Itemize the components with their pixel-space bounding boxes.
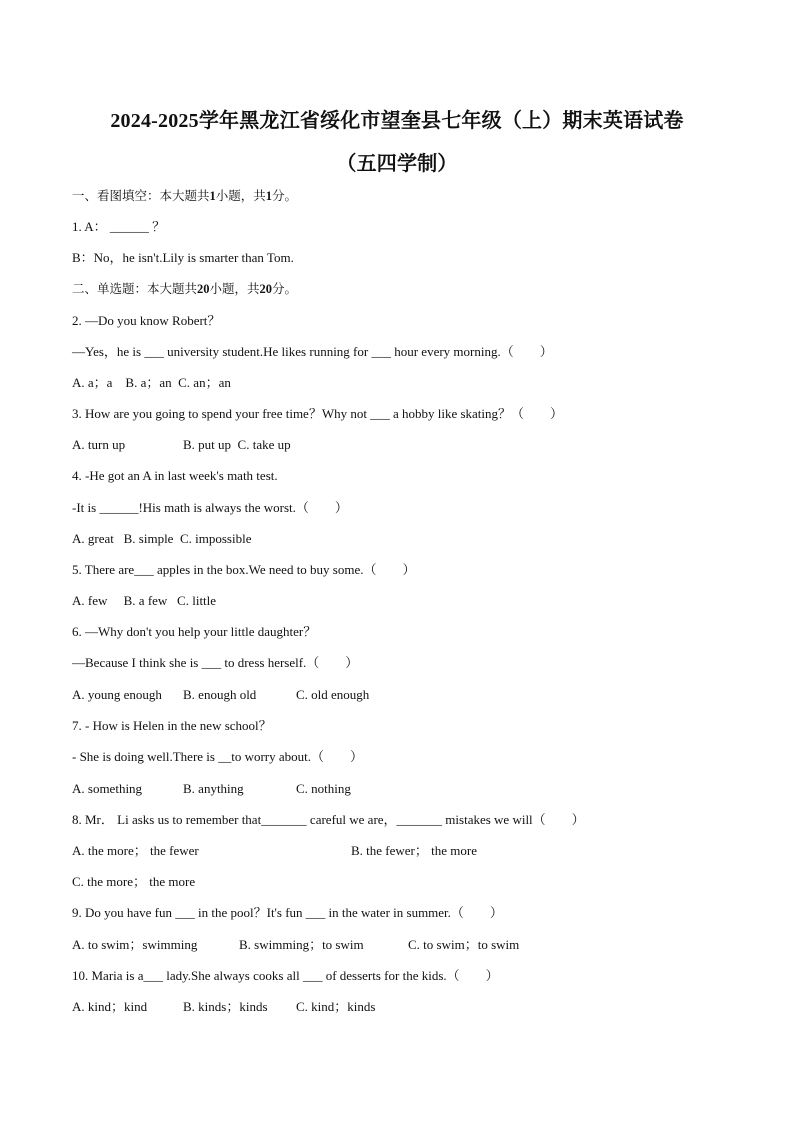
- question-10-option-b: B. kinds；kinds: [183, 999, 268, 1014]
- question-7-option-b: B. anything: [183, 781, 244, 796]
- question-6-option-b: B. enough old: [183, 687, 257, 702]
- question-6-line-b: —Because I think she is ___ to dress herself.（ ）: [72, 655, 359, 670]
- question-9: 9. Do you have fun ___ in the pool？It's fun ___ in the water in summer.（ ）: [72, 905, 503, 920]
- question-2-line-b: —Yes，he is ___ university student.He likes running for ___ hour every morning.（ ）: [72, 344, 553, 359]
- question-7-line-b: - She is doing well.There is __to worry about.（ ）: [72, 749, 364, 764]
- question-7-line-a: 7. - How is Helen in the new school？: [72, 718, 272, 733]
- question-8-option-a: A. the more； the fewer: [72, 843, 199, 858]
- question-3: 3. How are you going to spend your free time？Why not ___ a hobby like skating？（ ）: [72, 406, 564, 421]
- question-3-option-bc: B. put up C. take up: [183, 437, 291, 452]
- question-2-line-a: 2. —Do you know Robert？: [72, 313, 221, 328]
- question-2-options: A. a；a B. a；an C. an；an: [72, 375, 231, 390]
- section-heading-1: 一、看图填空：本大题共1小题，共1分。: [72, 189, 298, 203]
- question-10: 10. Maria is a___ lady.She always cooks all ___ of desserts for the kids.（ ）: [72, 968, 499, 983]
- question-5: 5. There are___ apples in the box.We need to buy some.（ ）: [72, 562, 416, 577]
- question-8-option-c: C. the more； the more: [72, 874, 196, 889]
- page-title: 2024-2025学年黑龙江省绥化市望奎县七年级（上）期末英语试卷: [110, 110, 684, 132]
- question-1-line-b: B：No，he isn't.Lily is smarter than Tom.: [72, 250, 294, 265]
- question-9-option-c: C. to swim；to swim: [408, 937, 520, 952]
- question-8: 8. Mr． Li asks us to remember that_______ careful we are，_______ mistakes we will（ ）: [72, 812, 585, 827]
- question-3-option-a: A. turn up: [72, 437, 126, 452]
- question-6-option-c: C. old enough: [296, 687, 370, 702]
- question-4-options: A. great B. simple C. impossible: [72, 531, 252, 546]
- question-4-line-a: 4. -He got an A in last week's math test.: [72, 468, 278, 483]
- question-1-line-a: 1. A： ______ ？: [72, 219, 166, 234]
- question-9-option-a: A. to swim；swimming: [72, 937, 198, 952]
- question-10-option-a: A. kind；kind: [72, 999, 148, 1014]
- question-5-options: A. few B. a few C. little: [72, 593, 217, 608]
- question-9-option-b: B. swimming；to swim: [239, 937, 364, 952]
- section-heading-2: 二、单选题：本大题共20小题，共20分。: [72, 282, 298, 296]
- question-7-option-c: C. nothing: [296, 781, 351, 796]
- page-subtitle: （五四学制）: [336, 153, 458, 175]
- question-6-line-a: 6. —Why don't you help your little daughter？: [72, 624, 317, 639]
- question-10-option-c: C. kind；kinds: [296, 999, 376, 1014]
- question-7-option-a: A. something: [72, 781, 143, 796]
- question-6-option-a: A. young enough: [72, 687, 162, 702]
- question-8-option-b: B. the fewer； the more: [351, 843, 477, 858]
- question-4-line-b: -It is ______!His math is always the worst.（ ）: [72, 500, 348, 515]
